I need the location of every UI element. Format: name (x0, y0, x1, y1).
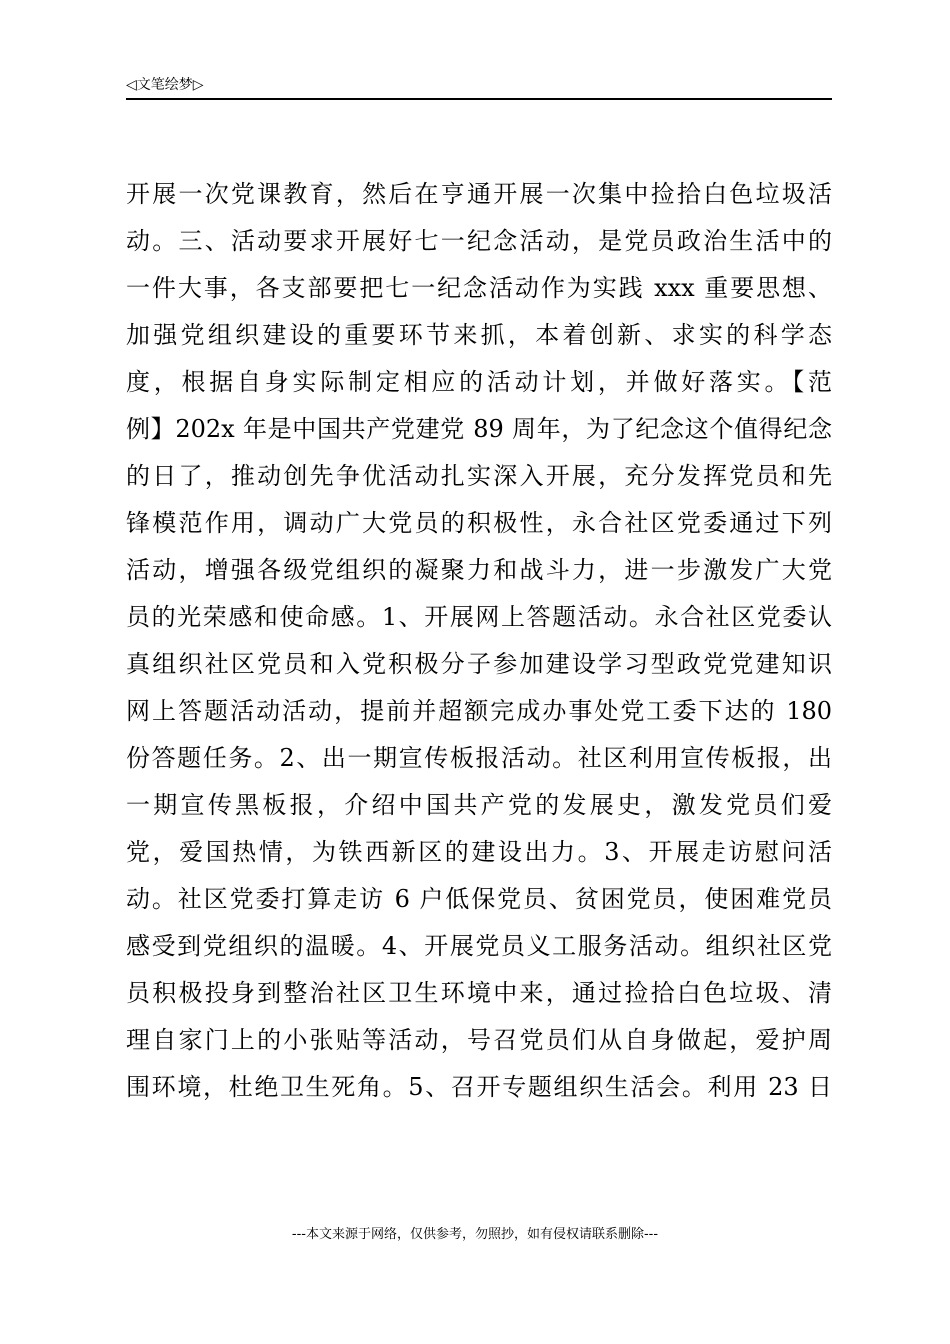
body-line: 例】202x 年是中国共产党建党 89 周年，为了纪念这个值得纪念 (126, 415, 832, 443)
page-footer (0, 1226, 950, 1244)
body-line: 份答题任务。2、出一期宣传板报活动。社区利用宣传板报，出 (126, 744, 832, 772)
body-line: 加强党组织建设的重要环节来抓，本着创新、求实的科学态 (126, 321, 832, 349)
document-body (126, 171, 832, 1111)
body-line: 一期宣传黑板报，介绍中国共产党的发展史，激发党员们爱 (126, 791, 832, 819)
body-line: 一件大事，各支部要把七一纪念活动作为实践 xxx 重要思想、 (126, 274, 832, 302)
body-line: 动。三、活动要求开展好七一纪念活动，是党员政治生活中的 (126, 227, 832, 255)
header-title: ◁文笔绘梦▷ (126, 77, 204, 93)
body-line: 活动，增强各级党组织的凝聚力和战斗力，进一步激发广大党 (126, 556, 832, 584)
body-line: 员积极投身到整治社区卫生环境中来，通过捡拾白色垃圾、清 (126, 979, 832, 1007)
body-line: 锋模范作用，调动广大党员的积极性，永合社区党委通过下列 (126, 509, 832, 537)
body-line: 围环境，杜绝卫生死角。5、召开专题组织生活会。利用 23 日 (126, 1073, 832, 1101)
footer-disclaimer: ---本文来源于网络，仅供参考，勿照抄，如有侵权请联系删除--- (291, 1227, 659, 1242)
body-line: 动。社区党委打算走访 6 户低保党员、贫困党员，使困难党员 (126, 885, 832, 913)
body-line: 网上答题活动活动，提前并超额完成办事处党工委下达的 180 (126, 697, 832, 725)
body-line: 真组织社区党员和入党积极分子参加建设学习型政党党建知识 (126, 650, 832, 678)
body-line: 理自家门上的小张贴等活动，号召党员们从自身做起，爱护周 (126, 1026, 832, 1054)
body-line: 感受到党组织的温暖。4、开展党员义工服务活动。组织社区党 (126, 932, 832, 960)
body-line: 度，根据自身实际制定相应的活动计划，并做好落实。【范 (126, 368, 832, 396)
page-header (126, 74, 832, 100)
body-line: 的日了，推动创先争优活动扎实深入开展，充分发挥党员和先 (126, 462, 832, 490)
body-line: 员的光荣感和使命感。1、开展网上答题活动。永合社区党委认 (126, 603, 832, 631)
body-line: 开展一次党课教育，然后在亨通开展一次集中捡拾白色垃圾活 (126, 180, 832, 208)
body-line: 党，爱国热情，为铁西新区的建设出力。3、开展走访慰问活 (126, 838, 832, 866)
